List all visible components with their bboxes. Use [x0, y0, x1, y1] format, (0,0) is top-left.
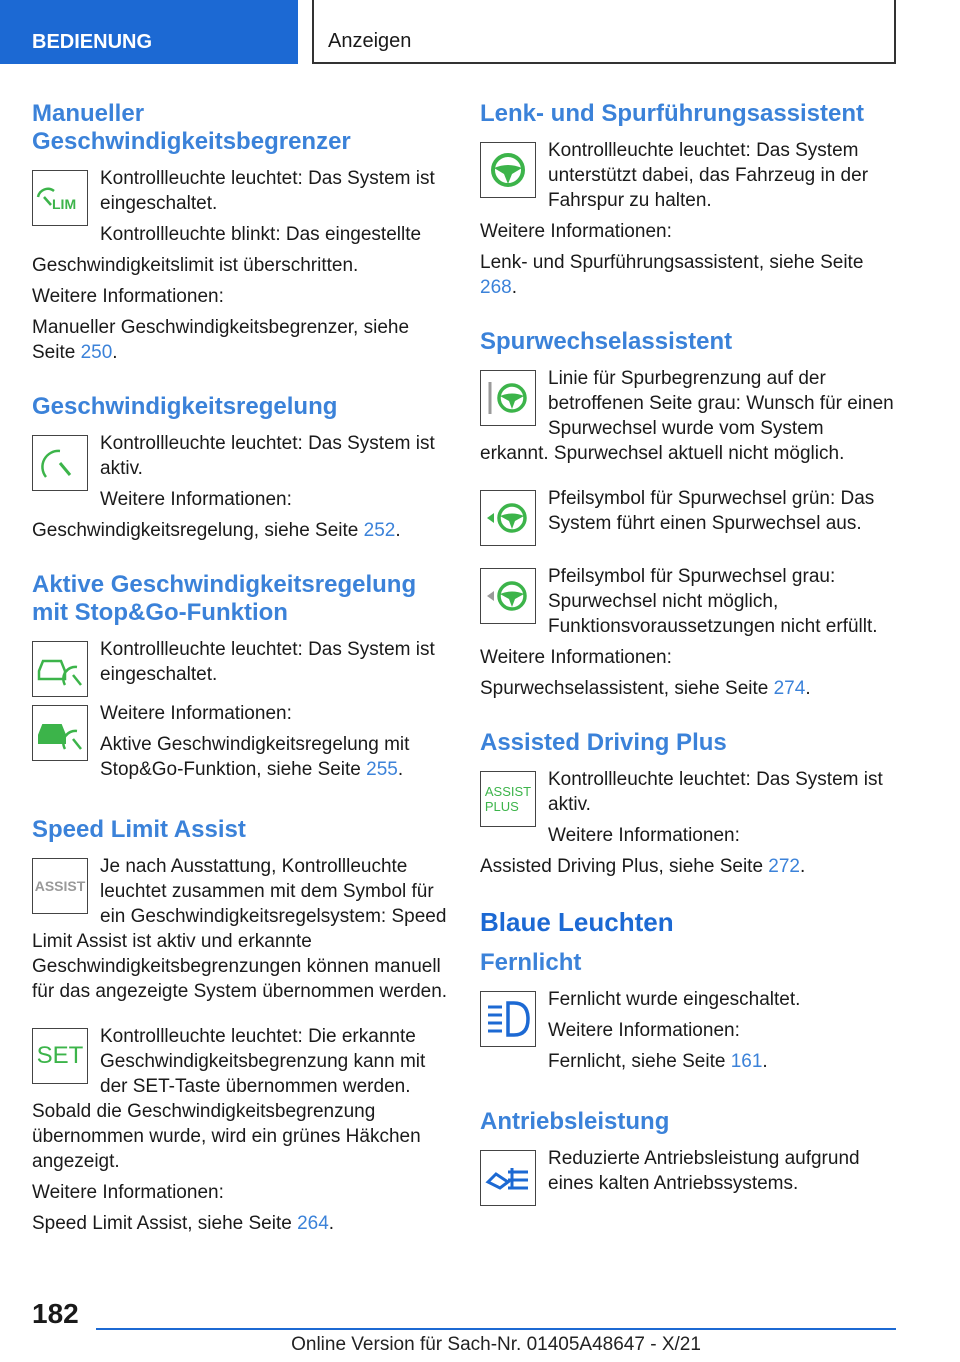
indicator-entry [32, 166, 448, 253]
section-cruise-control [32, 393, 448, 543]
section-assisted-driving-plus [480, 729, 896, 879]
section-lane-change [480, 328, 896, 701]
text: Spurwechselassistent, siehe Seite 274. [480, 678, 811, 699]
indicator-entry [480, 486, 896, 550]
steering-wheel-icon [480, 142, 536, 198]
indicator-entry [480, 138, 896, 219]
indicator-entry [480, 366, 896, 472]
text: Aktive Geschwindigkeitsregelung mit Stop&Go-Funktion, siehe Seite 255. [100, 734, 410, 780]
text: Weitere Informationen: [480, 647, 672, 668]
text: Kontrollleuchte leuchtet: Das System unterstützt dabei, das Fahrzeug in der Fahrspur zu halten. [548, 140, 869, 211]
chapter-label: Anzeigen [328, 30, 412, 52]
speed-limiter-icon [32, 170, 88, 226]
drive-power-icon [480, 1150, 536, 1206]
right-column [480, 100, 896, 1238]
section-title: Fernlicht [480, 949, 582, 976]
text: Fernlicht wurde eingeschaltet. [548, 989, 801, 1010]
section-title: Aktive Geschwindigkeitsregelung mit Stop&Go-Funktion [32, 571, 417, 626]
page-link[interactable]: 250 [80, 342, 113, 363]
page-link[interactable]: 252 [363, 520, 396, 541]
text: Fernlicht, siehe Seite 161. [548, 1051, 768, 1072]
text: Weitere Informationen: [480, 221, 672, 242]
text: Weitere Informationen: [32, 286, 224, 307]
text: Manueller Geschwindigkeitsbegrenzer, siehe Seite 250. [32, 317, 410, 363]
text: Kontrollleuchte leuchtet: Das System ist aktiv. [548, 769, 883, 815]
text: Pfeilsymbol für Spurwechsel grün: Das System führt einen Spurwechsel aus. [548, 488, 875, 534]
text: Kontrollleuchte leuchtet: Das System ist aktiv. [100, 433, 435, 479]
text: Weitere Informationen: [100, 489, 292, 510]
section-tab [0, 0, 298, 64]
section-title: Manueller Geschwindigkeitsbegrenzer [32, 100, 351, 155]
text: Kontrollleuchte leuchtet: Die erkannte Geschwindigkeitsbegrenzung kann mit der SET-Taste übernommen werden. Sobald die Geschwindigkeitsbegrenzung übernommen wurde, wird ein grünes Häkchen angezeigt. [32, 1026, 426, 1172]
text: Kontrollleuchte leuchtet: Das System ist eingeschaltet. [100, 639, 435, 685]
lane-change-arrow-green-icon [480, 490, 536, 546]
text: Weitere Informationen: [100, 703, 292, 724]
section-title: Speed Limit Assist [32, 816, 246, 843]
indicator-entry [480, 1146, 896, 1210]
chapter-heading: Blaue Leuchten [480, 907, 674, 937]
section-manual-limiter [32, 100, 448, 365]
page-number: 182 [32, 1298, 79, 1329]
text: Assisted Driving Plus, siehe Seite 272. [480, 856, 806, 877]
page-link[interactable]: 255 [366, 759, 398, 780]
set-icon: SET [32, 1028, 88, 1084]
high-beam-icon [480, 991, 536, 1047]
section-steering-assistant [480, 100, 896, 300]
section-speed-limit-assist [32, 816, 448, 1236]
indicator-entry [32, 1024, 448, 1180]
section-acc-stopgo [32, 571, 448, 788]
section-title: Spurwechselassistent [480, 328, 733, 355]
section-title: Antriebsleistung [480, 1108, 670, 1135]
text: Pfeilsymbol für Spurwechsel grau: Spurwechsel nicht möglich, Funktionsvoraussetzungen nicht erfüllt. [548, 566, 878, 637]
section-title: Geschwindigkeitsregelung [32, 393, 338, 420]
indicator-entry [480, 564, 896, 645]
text: Weitere Informationen: [548, 1020, 740, 1041]
text: Reduzierte Antriebsleistung aufgrund eines kalten Antriebssystems. [548, 1148, 860, 1194]
text: Geschwindigkeitslimit ist überschritten. [32, 255, 359, 276]
acc-filled-icon [32, 705, 88, 761]
section-title: Assisted Driving Plus [480, 729, 727, 756]
text: Linie für Spurbegrenzung auf der betroffenen Seite grau: Wunsch für einen Spurwechsel wurde vom System erkannt. Spurwechsel aktuell nicht möglich. [480, 368, 894, 464]
text: Kontrollleuchte leuchtet: Das System ist eingeschaltet. [100, 168, 435, 214]
indicator-entry [480, 987, 896, 1080]
lane-change-arrow-gray-icon [480, 568, 536, 624]
section-title: Lenk- und Spurführungsassistent [480, 100, 865, 127]
page-link[interactable]: 161 [730, 1051, 763, 1072]
indicator-entry [32, 701, 448, 788]
text: Weitere Informationen: [548, 825, 740, 846]
text: Speed Limit Assist, siehe Seite 264. [32, 1213, 335, 1234]
text: Je nach Ausstattung, Kontrollleuchte leuchtet zusammen mit dem Symbol für ein Geschwindigkeitsregelsystem: Speed Limit Assist ist aktiv und erkannte Geschwindigkeitsbegrenzungen können manuell für das angezeigte System übernommen werden. [32, 856, 448, 1002]
lane-line-icon [480, 370, 536, 426]
indicator-entry [32, 854, 448, 1010]
text: Lenk- und Spurführungsassistent, siehe Seite 268. [480, 252, 864, 298]
text: Kontrollleuchte blinkt: Das eingestellte [100, 224, 422, 245]
text: Weitere Informationen: [32, 1182, 224, 1203]
text: Geschwindigkeitsregelung, siehe Seite 252. [32, 520, 401, 541]
indicator-entry [480, 767, 896, 854]
left-column [32, 100, 448, 1264]
section-drive-power [480, 1108, 896, 1210]
section-high-beam [480, 949, 896, 1080]
footer-text: Online Version für Sach-Nr. 01405A48647 - X/21 [291, 1334, 701, 1355]
footer-divider [96, 1328, 896, 1330]
page-link[interactable]: 264 [297, 1213, 329, 1234]
section-label: BEDIENUNG [32, 31, 153, 53]
indicator-entry [32, 431, 448, 518]
page-link[interactable]: 268 [480, 277, 512, 298]
page-link[interactable]: 274 [773, 678, 806, 699]
indicator-entry [32, 637, 448, 701]
assist-plus-icon: ASSIST PLUS [480, 771, 536, 827]
chapter-tab [312, 0, 896, 64]
acc-outline-icon [32, 641, 88, 697]
page-link[interactable]: 272 [768, 856, 800, 877]
assist-icon: ASSIST [32, 858, 88, 914]
svg-text:LIM: LIM [52, 196, 77, 212]
cruise-control-icon [32, 435, 88, 491]
